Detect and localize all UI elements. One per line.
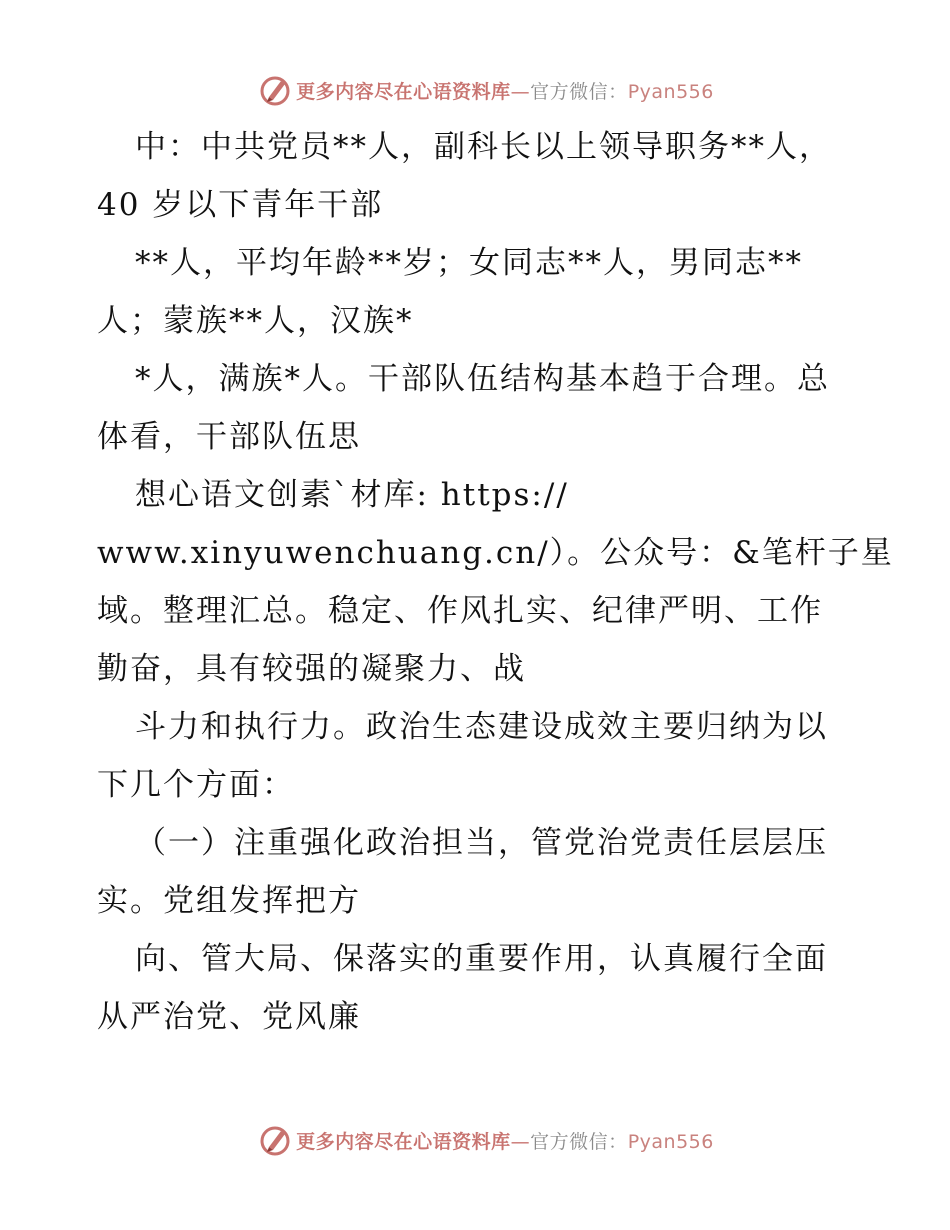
pen-logo-icon xyxy=(258,1123,292,1157)
body-line: www.xinyuwenchuang.cn/）。公众号：&笔杆子星 xyxy=(97,535,894,571)
body-line: （一）注重强化政治担当，管党治党责任层层压 xyxy=(135,825,828,861)
body-line: 40 岁以下青年干部 xyxy=(97,187,384,223)
pen-logo-icon xyxy=(258,73,292,107)
header-watermark-banner xyxy=(0,70,950,110)
body-line: 向、管大局、保落实的重要作用，认真履行全面 xyxy=(135,941,828,977)
banner-separator: — xyxy=(510,1130,531,1153)
footer-watermark-banner xyxy=(0,1120,950,1160)
banner-lead-text: 更多内容尽在心语资料库 xyxy=(296,80,511,103)
body-line: 体看，干部队伍思 xyxy=(97,419,361,455)
banner-wechat-label: 官方微信： xyxy=(530,1130,628,1153)
body-line: 斗力和执行力。政治生态建设成效主要归纳为以 xyxy=(135,709,828,745)
body-line: **人，平均年龄**岁；女同志**人，男同志** xyxy=(135,245,803,281)
body-line: 从严治党、党风廉 xyxy=(97,999,361,1035)
body-line: 中：中共党员**人，副科长以上领导职务**人， xyxy=(135,129,832,165)
banner-lead-text: 更多内容尽在心语资料库 xyxy=(296,1130,511,1153)
body-line: 想心语文创素`材库: https:// xyxy=(135,477,569,513)
body-line: *人，满族*人。干部队伍结构基本趋于合理。总 xyxy=(135,361,830,397)
banner-wechat-id: Pyan556 xyxy=(627,1130,714,1153)
body-line: 人；蒙族**人，汉族* xyxy=(97,303,414,339)
body-line: 实。党组发挥把方 xyxy=(97,883,361,919)
document-body xyxy=(97,118,894,1046)
banner-wechat-id: Pyan556 xyxy=(627,80,714,103)
body-line: 勤奋，具有较强的凝聚力、战 xyxy=(97,651,526,687)
banner-wechat-label: 官方微信： xyxy=(530,80,628,103)
body-line: 下几个方面： xyxy=(97,767,295,803)
body-line: 域。整理汇总。稳定、作风扎实、纪律严明、工作 xyxy=(97,593,823,629)
banner-separator: — xyxy=(510,80,531,103)
